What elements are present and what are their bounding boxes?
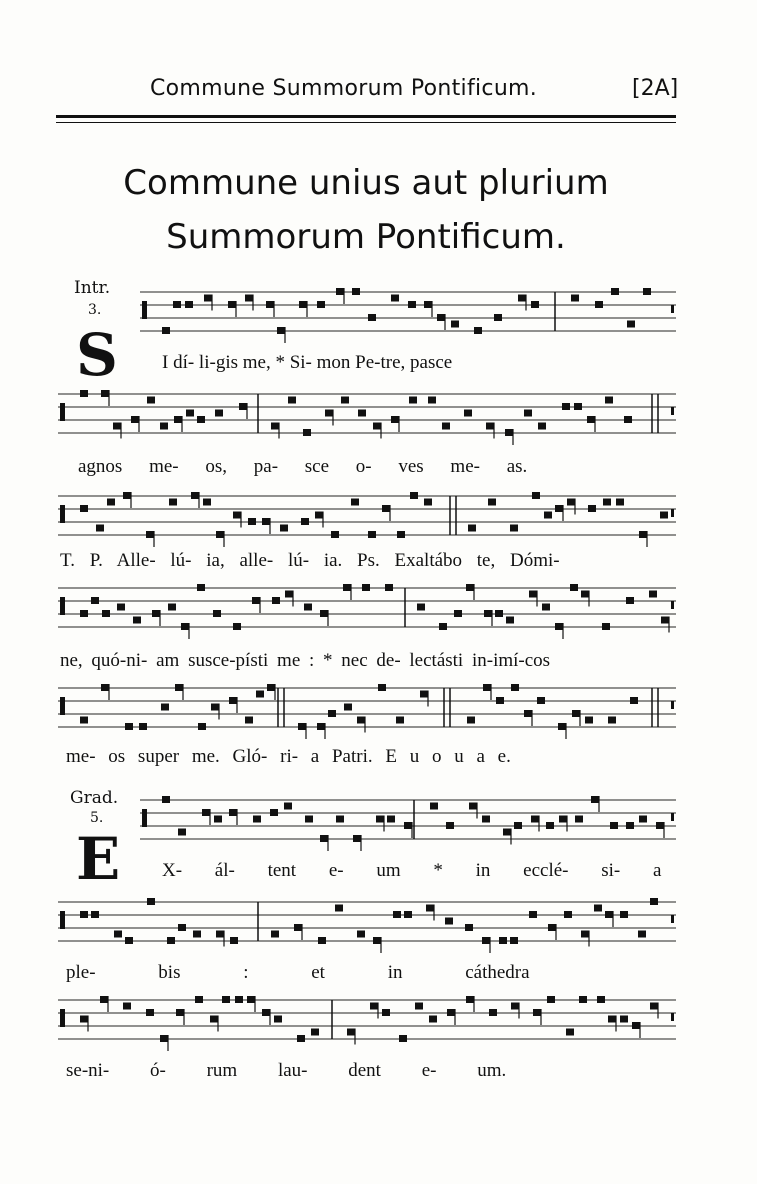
custos: [671, 813, 674, 821]
neume: [343, 584, 351, 591]
neume: [454, 610, 462, 617]
neume: [489, 1009, 497, 1016]
custos: [671, 915, 674, 923]
neume: [146, 1009, 154, 1016]
neume: [160, 423, 168, 430]
neume: [193, 931, 201, 938]
neume: [562, 403, 570, 410]
neume: [626, 597, 634, 604]
neume: [514, 822, 522, 829]
neume: [96, 525, 104, 532]
neume: [304, 604, 312, 611]
neume: [537, 697, 545, 704]
neume: [373, 423, 381, 430]
neume: [335, 905, 343, 912]
chant-staff: [0, 990, 757, 1070]
neume: [117, 604, 125, 611]
neume: [80, 717, 88, 724]
neume: [280, 525, 288, 532]
neume: [447, 1009, 455, 1016]
neume: [358, 410, 366, 417]
neume: [214, 816, 222, 823]
neume: [608, 1016, 616, 1023]
neume: [643, 288, 651, 295]
neume: [511, 1003, 519, 1010]
neume: [430, 803, 438, 810]
clef-mark: [60, 597, 65, 615]
neume: [382, 1009, 390, 1016]
neume: [80, 390, 88, 397]
neume: [123, 1003, 131, 1010]
neume: [229, 809, 237, 816]
neume: [650, 898, 658, 905]
neume: [161, 704, 169, 711]
chant-staff: [0, 384, 757, 464]
neume: [464, 410, 472, 417]
neume: [572, 710, 580, 717]
neume: [660, 512, 668, 519]
neume: [294, 924, 302, 931]
neume: [248, 518, 256, 525]
neume: [488, 499, 496, 506]
neume: [616, 499, 624, 506]
neume: [467, 717, 475, 724]
neume: [147, 898, 155, 905]
neume: [524, 710, 532, 717]
neume: [239, 403, 247, 410]
neume: [215, 410, 223, 417]
neume: [594, 905, 602, 912]
neume: [315, 512, 323, 519]
neume: [408, 301, 416, 308]
neume: [270, 809, 278, 816]
neume: [531, 816, 539, 823]
neume: [288, 397, 296, 404]
clef-mark: [60, 1009, 65, 1027]
custos: [671, 1013, 674, 1021]
neume: [581, 931, 589, 938]
neume: [482, 937, 490, 944]
header-rule-thin: [56, 122, 676, 123]
introit-mode: 3.: [88, 302, 102, 318]
neume: [382, 505, 390, 512]
neume: [176, 1009, 184, 1016]
neume: [198, 723, 206, 730]
introit-initial: S: [76, 321, 118, 389]
neume: [511, 684, 519, 691]
neume: [368, 531, 376, 538]
neume: [102, 610, 110, 617]
introit-label: Intr.: [74, 278, 111, 298]
neume: [417, 604, 425, 611]
neume: [397, 531, 405, 538]
neume: [113, 423, 121, 430]
neume: [574, 403, 582, 410]
neume: [510, 937, 518, 944]
neume: [160, 1035, 168, 1042]
custos: [671, 305, 674, 313]
neume: [484, 610, 492, 617]
neume: [191, 492, 199, 499]
neume: [627, 321, 635, 328]
neume: [336, 288, 344, 295]
neume: [608, 717, 616, 724]
neume: [229, 697, 237, 704]
neume: [344, 704, 352, 711]
neume: [597, 996, 605, 1003]
neume: [585, 717, 593, 724]
neume: [210, 1016, 218, 1023]
neume: [80, 1016, 88, 1023]
neume: [341, 397, 349, 404]
neume: [409, 397, 417, 404]
neume: [555, 623, 563, 630]
neume: [185, 301, 193, 308]
neume: [544, 512, 552, 519]
neume: [114, 931, 122, 938]
neume: [558, 723, 566, 730]
neume: [318, 937, 326, 944]
neume: [661, 617, 669, 624]
neume: [524, 410, 532, 417]
page-subtitle: Summorum Pontificum.: [166, 217, 566, 257]
clef-mark: [142, 301, 147, 319]
neume: [125, 723, 133, 730]
neume: [486, 423, 494, 430]
neume: [133, 617, 141, 624]
neume: [162, 796, 170, 803]
neume: [587, 416, 595, 423]
lyric-line: se-ni- ó- rum lau- dent e- um.: [66, 1060, 507, 1081]
neume: [272, 597, 280, 604]
chant-staff: [0, 790, 757, 870]
neume: [571, 295, 579, 302]
neume: [91, 597, 99, 604]
neume: [378, 684, 386, 691]
neume: [222, 996, 230, 1003]
gradual-label: Grad.: [70, 788, 119, 808]
neume: [442, 423, 450, 430]
neume: [548, 924, 556, 931]
neume: [385, 584, 393, 591]
gradual-mode: 5.: [90, 810, 104, 826]
neume: [620, 1016, 628, 1023]
neume: [107, 499, 115, 506]
neume: [253, 816, 261, 823]
neume: [564, 911, 572, 918]
chant-staff: [0, 892, 757, 972]
neume: [211, 704, 219, 711]
neume: [317, 723, 325, 730]
neume: [284, 803, 292, 810]
neume: [146, 531, 154, 538]
neume: [575, 816, 583, 823]
neume: [391, 416, 399, 423]
neume: [216, 931, 224, 938]
custos: [671, 407, 674, 415]
neume: [204, 295, 212, 302]
neume: [178, 924, 186, 931]
neume: [80, 610, 88, 617]
neume: [439, 623, 447, 630]
neume: [245, 717, 253, 724]
neume: [262, 1009, 270, 1016]
neume: [195, 996, 203, 1003]
neume: [559, 816, 567, 823]
clef-mark: [142, 809, 147, 827]
neume: [181, 623, 189, 630]
custos: [671, 701, 674, 709]
neume: [178, 829, 186, 836]
neume: [235, 996, 243, 1003]
neume: [495, 610, 503, 617]
neume: [80, 505, 88, 512]
neume: [426, 905, 434, 912]
page-title: Commune unius aut plurium: [123, 163, 609, 203]
neume: [603, 499, 611, 506]
neume: [468, 525, 476, 532]
neume: [352, 288, 360, 295]
neume: [620, 911, 628, 918]
lyric-line: me- os super me. Gló- ri- a Patri. E u o u a e.: [66, 746, 511, 767]
neume: [252, 597, 260, 604]
neume: [567, 499, 575, 506]
neume: [274, 1016, 282, 1023]
neume: [91, 911, 99, 918]
neume: [424, 499, 432, 506]
neume: [555, 505, 563, 512]
neume: [538, 423, 546, 430]
neume: [266, 301, 274, 308]
neume: [230, 937, 238, 944]
neume: [101, 390, 109, 397]
neume: [100, 996, 108, 1003]
neume: [446, 822, 454, 829]
neume: [247, 996, 255, 1003]
header-rule-thick: [56, 115, 676, 118]
neume: [101, 684, 109, 691]
neume: [503, 829, 511, 836]
neume: [168, 604, 176, 611]
neume: [233, 623, 241, 630]
neume: [579, 996, 587, 1003]
neume: [169, 499, 177, 506]
neume: [624, 416, 632, 423]
neume: [277, 327, 285, 334]
neume: [610, 822, 618, 829]
neume: [271, 931, 279, 938]
clef-mark: [60, 403, 65, 421]
neume: [656, 822, 664, 829]
neume: [415, 1003, 423, 1010]
neume: [331, 531, 339, 538]
neume: [649, 591, 657, 598]
neume: [469, 803, 477, 810]
neume: [505, 429, 513, 436]
neume: [233, 512, 241, 519]
neume: [267, 684, 275, 691]
neume: [499, 937, 507, 944]
lyric-line: agnos me- os, pa- sce o- ves me- as.: [78, 456, 528, 477]
lyric-line: T. P. Alle- lú- ia, alle- lú- ia. Ps. Exaltábo te, Dómi-: [60, 550, 560, 571]
neume: [216, 531, 224, 538]
custos: [671, 601, 674, 609]
neume: [376, 816, 384, 823]
neume: [125, 937, 133, 944]
neume: [228, 301, 236, 308]
neume: [588, 505, 596, 512]
neume: [213, 610, 221, 617]
neume: [139, 723, 147, 730]
neume: [347, 1029, 355, 1036]
neume: [465, 924, 473, 931]
chant-staff: [0, 282, 757, 362]
neume: [424, 301, 432, 308]
neume: [410, 492, 418, 499]
neume: [298, 723, 306, 730]
neume: [639, 531, 647, 538]
neume: [167, 937, 175, 944]
neume: [518, 295, 526, 302]
neume: [639, 816, 647, 823]
neume: [362, 584, 370, 591]
lyric-line: I dí- li-gis me, * Si- mon Pe-tre, pasce: [162, 352, 453, 373]
neume: [320, 835, 328, 842]
neume: [305, 816, 313, 823]
chant-staff: [0, 578, 757, 658]
gradual-initial: E: [76, 825, 121, 893]
neume: [570, 584, 578, 591]
neume: [529, 591, 537, 598]
neume: [466, 584, 474, 591]
neume: [591, 796, 599, 803]
neume: [626, 822, 634, 829]
neume: [420, 691, 428, 698]
neume: [483, 684, 491, 691]
neume: [482, 816, 490, 823]
neume: [496, 697, 504, 704]
custos: [671, 509, 674, 517]
neume: [311, 1029, 319, 1036]
neume: [547, 996, 555, 1003]
neume: [494, 314, 502, 321]
neume: [638, 931, 646, 938]
neume: [532, 492, 540, 499]
neume: [529, 911, 537, 918]
neume: [131, 416, 139, 423]
neume: [396, 717, 404, 724]
neume: [174, 416, 182, 423]
neume: [510, 525, 518, 532]
neume: [175, 684, 183, 691]
neume: [370, 1003, 378, 1010]
neume: [566, 1029, 574, 1036]
neume: [256, 691, 264, 698]
neume: [404, 822, 412, 829]
lyric-line: ple- bis : et in cáthedra: [66, 962, 530, 983]
neume: [533, 1009, 541, 1016]
neume: [437, 314, 445, 321]
neume: [506, 617, 514, 624]
neume: [285, 591, 293, 598]
neume: [186, 410, 194, 417]
neume: [80, 911, 88, 918]
neume: [297, 1035, 305, 1042]
neume: [546, 822, 554, 829]
neume: [531, 301, 539, 308]
neume: [429, 1016, 437, 1023]
neume: [605, 397, 613, 404]
neume: [650, 1003, 658, 1010]
neume: [152, 610, 160, 617]
neume: [542, 604, 550, 611]
neume: [391, 295, 399, 302]
neume: [197, 416, 205, 423]
neume: [202, 809, 210, 816]
neume: [393, 911, 401, 918]
clef-mark: [60, 697, 65, 715]
neume: [445, 918, 453, 925]
neume: [320, 610, 328, 617]
neume: [328, 710, 336, 717]
neume: [271, 423, 279, 430]
neume: [368, 314, 376, 321]
neume: [602, 623, 610, 630]
neume: [605, 911, 613, 918]
neume: [301, 518, 309, 525]
neume: [353, 835, 361, 842]
neume: [404, 911, 412, 918]
neume: [611, 288, 619, 295]
neume: [373, 937, 381, 944]
clef-mark: [60, 911, 65, 929]
neume: [581, 591, 589, 598]
neume: [245, 295, 253, 302]
neume: [474, 327, 482, 334]
neume: [451, 321, 459, 328]
neume: [299, 301, 307, 308]
lyric-line: ne, quó-ni- am susce-písti me : * nec de- lectásti in-imí-cos: [60, 650, 551, 671]
neume: [303, 429, 311, 436]
neume: [173, 301, 181, 308]
neume: [387, 816, 395, 823]
neume: [630, 697, 638, 704]
lyric-line: X- ál- tent e- um * in ecclé- si- a: [162, 860, 662, 881]
neume: [162, 327, 170, 334]
neume: [336, 816, 344, 823]
neume: [399, 1035, 407, 1042]
neume: [466, 996, 474, 1003]
page-number: [2A]: [632, 76, 679, 101]
neume: [351, 499, 359, 506]
neume: [357, 931, 365, 938]
neume: [632, 1022, 640, 1029]
neume: [317, 301, 325, 308]
neume: [595, 301, 603, 308]
neume: [325, 410, 333, 417]
neume: [123, 492, 131, 499]
running-title: Commune Summorum Pontificum.: [150, 76, 538, 101]
neume: [197, 584, 205, 591]
clef-mark: [60, 505, 65, 523]
neume: [147, 397, 155, 404]
neume: [428, 397, 436, 404]
neume: [357, 717, 365, 724]
neume: [203, 499, 211, 506]
neume: [262, 518, 270, 525]
